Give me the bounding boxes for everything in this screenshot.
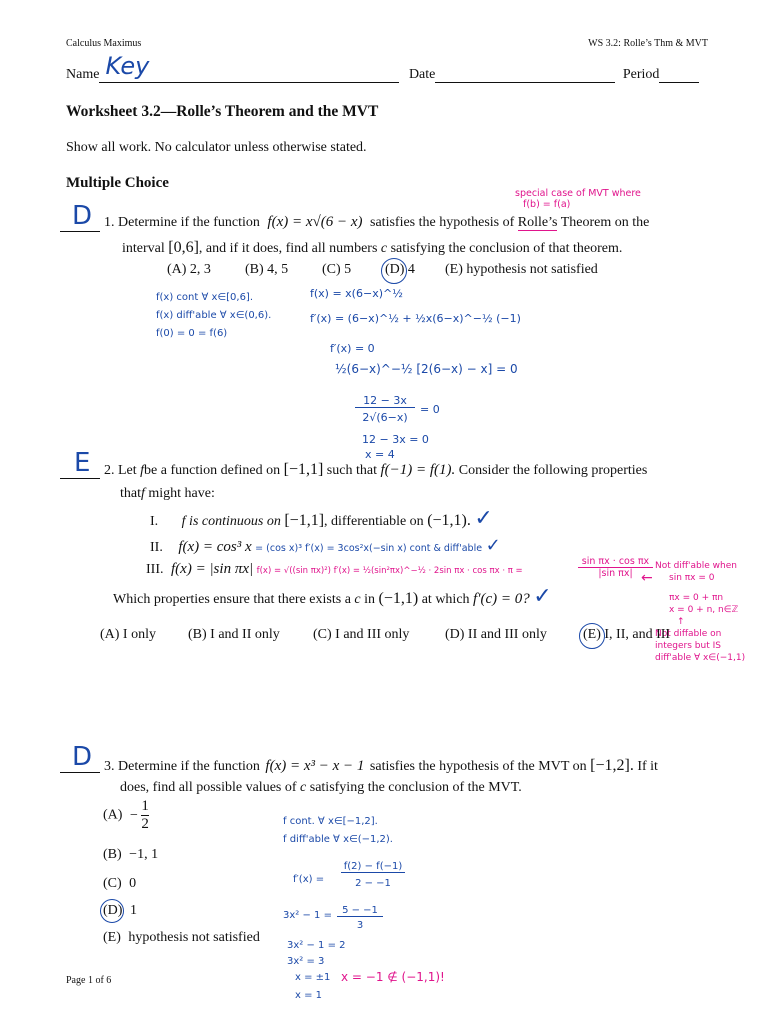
period-label: Period [622,67,660,82]
header-right: WS 3.2: Rolle’s Thm & MVT [588,38,708,49]
name-line [66,52,716,83]
q2-question-b: in [364,592,376,607]
q3-choice-a-frac [141,798,149,833]
q1-work-left-3: f(0) = 0 = f(6) [156,328,228,339]
q2-prop-1-i1: [−1,1] [284,512,325,529]
q1-answer-circle [381,258,407,284]
date-label: Date [408,67,436,82]
q1-interval: [0,6] [168,239,199,256]
q1-work-left-2: f(x) diff'able ∀ x∈(0,6). [156,310,272,321]
q2-pink-notes [655,560,765,664]
q3-work-3: f′(x) = [293,874,325,885]
q2-pink-2: sin πx = 0 [669,573,715,583]
q2-f: f [140,463,145,478]
q3-choice-b-label: (B) [103,847,122,862]
q2-prop-2 [150,535,501,556]
q3-line1 [104,757,658,775]
section-heading: Multiple Choice [66,175,169,191]
q3-choice-e-label: (E) [103,930,121,945]
q1-text-b: satisfies the hypothesis of [370,215,515,230]
q1-line2 [122,239,622,257]
q1-rolles: Rolle’s [517,215,558,230]
q3-text-c: If it [637,759,658,774]
q1-line1 [104,214,649,231]
q3-work-4: f(2) − f(−1) [341,861,405,873]
q1-text-c: Theorem on the [560,215,650,230]
q3-work-11: x = ±1 [295,972,331,983]
check-icon: ✓ [533,584,552,609]
q3-c: c [300,780,307,795]
q1-work-r3: f′(x) = 0 [330,342,375,355]
q1-choice-c[interactable]: (C) 5 [322,262,352,277]
q2-prop-3-expr: f(x) = |sin πx| [171,561,254,577]
q2-prop-1-mid: , differentiable on [324,514,424,529]
q3-choice-a-den: 2 [141,816,149,832]
q3-choice-b-value: −1, 1 [129,847,159,862]
q2-answer-blank[interactable] [60,448,100,479]
name-field[interactable] [99,52,399,83]
q1-note [515,188,641,210]
q2-pink-8: diff'able ∀ x∈(−1,1) [655,653,746,663]
q2-question [113,584,552,609]
q3-choice-e[interactable] [103,930,260,946]
q3-work-7: 5 − −1 [337,905,383,917]
q2-interval: [−1,1] [283,461,324,478]
q2-prop-1-pre: f is continuous on [181,514,281,529]
q3-choice-e-value: hypothesis not satisfied [128,930,260,945]
q2-text-d: Consider the following properties [458,463,648,478]
q1-choice-a[interactable]: (A) 2, 3 [167,262,211,277]
q1-answer-blank[interactable] [60,201,100,232]
date-field[interactable] [435,66,615,83]
q2-choice-e[interactable]: (E) I, II, and III [583,627,671,642]
q3-text-b: satisfies the hypothesis of the MVT on [369,759,587,774]
check-icon: ✓ [474,506,493,531]
q3-line2 [120,780,522,796]
name-label: Name [66,67,100,82]
q2-text-b: be a function defined on [144,463,281,478]
q1-choice-d[interactable]: (D) 4 [385,262,415,277]
q2-interval2: (−1,1) [378,590,419,607]
q2-work-iii-num: sin πx · cos πx [578,556,653,568]
q3-work-13: x = 1 [295,990,323,1001]
q3-work-2: f diff'able ∀ x∈(−1,2). [283,834,393,845]
q3-function: f(x) = x³ − x − 1 [265,758,365,774]
q1-work-r9: x = 4 [365,448,395,461]
q1-number: 1. [104,215,115,230]
q3-work-10: 3x² = 3 [287,956,325,967]
q2-pink-7: integers but IS [655,641,721,651]
q3-choice-a-num: 1 [141,798,149,814]
q2-prop-1 [150,506,493,531]
q1-work-left [156,289,271,343]
q2-text-a: Let [118,463,137,478]
q2-prop-1-num: I. [150,514,159,529]
q2-prop-3-num: III. [146,562,164,577]
q2-line2a: that [120,486,141,501]
left-arrow-icon: ← [641,570,653,586]
q3-number: 3. [104,759,115,774]
q2-f-2: f [141,486,145,501]
q2-prop-2-num: II. [150,540,163,555]
q3-line2b: satisfying the conclusion of the MVT. [309,780,522,795]
q3-work-12: x = −1 ∉ (−1,1)! [341,970,445,984]
period-field[interactable] [659,66,699,83]
q1-choice-b[interactable]: (B) 4, 5 [245,262,289,277]
q2-pink-4: x = 0 + n, n∈ℤ [669,605,739,615]
q2-number: 2. [104,463,115,478]
q3-choice-d-value: 1 [129,903,137,918]
q3-work-9: 3x² − 1 = 2 [287,940,346,951]
q3-interval: [−1,2]. [590,757,634,774]
check-icon: ✓ [485,535,501,556]
q2-choice-d[interactable]: (D) II and III only [445,627,547,642]
q2-answer: E [74,448,91,478]
q2-prop-1-i2: (−1,1). [427,512,471,529]
q2-answer-circle [579,623,605,649]
q3-work-8: 3 [356,920,364,931]
q2-condition: f(−1) = f(1). [380,462,456,478]
q2-choice-a[interactable]: (A) I only [100,627,156,642]
q3-choice-b[interactable] [103,847,158,863]
q2-pink-1: Not diff'able when [655,561,737,571]
q3-line2a: does, find all possible values of [120,780,297,795]
instructions: Show all work. No calculator unless otherwise stated. [66,140,367,155]
q3-work-5: 2 − −1 [355,878,391,889]
q2-question-a: Which properties ensure that there exists a [113,592,351,607]
q3-text-a: Determine if the function [118,759,260,774]
q1-choice-e[interactable]: (E) hypothesis not satisfied [445,262,598,277]
q3-choice-c-value: 0 [129,876,137,891]
name-value: Key [105,52,150,80]
q1-work-r5: 12 − 3x [355,394,415,408]
q2-line2 [120,486,215,502]
q3-choice-d-label: (D) [103,903,123,918]
q1-line2c: satisfying the conclusion of that theorem. [390,241,623,256]
q3-choice-a-sign: − [129,807,138,823]
q3-work-6: 3x² − 1 = [283,910,332,921]
q3-choice-a[interactable] [103,798,149,833]
q1-work-r1: f(x) = x(6−x)^½ [310,287,403,300]
q2-choice-b[interactable]: (B) I and II only [188,627,280,642]
q3-answer: D [72,742,93,772]
page-number: Page 1 of 6 [66,975,112,986]
q2-line1 [104,461,647,479]
q2-pink-5: ↑ [677,617,685,627]
q2-prop-2-expr: f(x) = cos³ x [178,539,252,555]
q1-work-r6: 2√(6−x) [362,411,408,424]
q3-choice-c-label: (C) [103,876,122,891]
q3-choice-c[interactable] [103,876,136,892]
q2-line2b: might have: [148,486,215,501]
q3-work-1: f cont. ∀ x∈[−1,2]. [283,816,378,827]
q1-note-line1: special case of MVT where [515,188,641,199]
q3-choice-a-label: (A) [103,807,123,823]
q2-pink-3: πx = 0 + πn [669,593,724,603]
q2-question-c: at which [421,592,470,607]
q3-answer-circle [100,899,124,923]
q1-answer: D [72,201,93,231]
q2-choice-c[interactable]: (C) I and III only [313,627,410,642]
page-title: Worksheet 3.2—Rolle’s Theorem and the MVT [66,103,379,120]
q1-work-left-1: f(x) cont ∀ x∈[0,6]. [156,292,254,303]
q2-pink-6: Not diffable on [655,629,722,639]
q2-work-ii: = (cos x)³ f′(x) = 3cos²x(−sin x) cont & diff'able [255,543,483,554]
q1-line2b: , and if it does, find all numbers [198,241,378,256]
q1-work-r7: = 0 [420,403,440,416]
header-left: Calculus Maximus [66,38,142,49]
q2-text-c: such that [326,463,377,478]
q1-text-a: Determine if the function [118,215,260,230]
q1-work-r2: f′(x) = (6−x)^½ + ½x(6−x)^−½ (−1) [310,312,521,325]
q2-work-iii: f(x) = √((sin πx)²) f′(x) = ½(sin²πx)^−½ · 2sin πx · cos πx · π = [256,566,523,576]
q2-deriv: f′(c) = 0? [473,591,530,607]
q1-c: c [380,241,388,256]
q1-line2a: interval [122,241,165,256]
q2-prop-3 [146,561,523,578]
q2-work-iii-den: |sin πx| [598,568,633,579]
q2-c: c [354,592,361,607]
q1-work-r4: ½(6−x)^−½ [2(6−x) − x] = 0 [335,362,518,376]
q1-note-line2: f(b) = f(a) [523,199,571,210]
q1-work-r8: 12 − 3x = 0 [362,433,429,446]
q1-function: f(x) = x√(6 − x) [267,214,363,230]
q3-answer-blank[interactable] [60,742,100,773]
